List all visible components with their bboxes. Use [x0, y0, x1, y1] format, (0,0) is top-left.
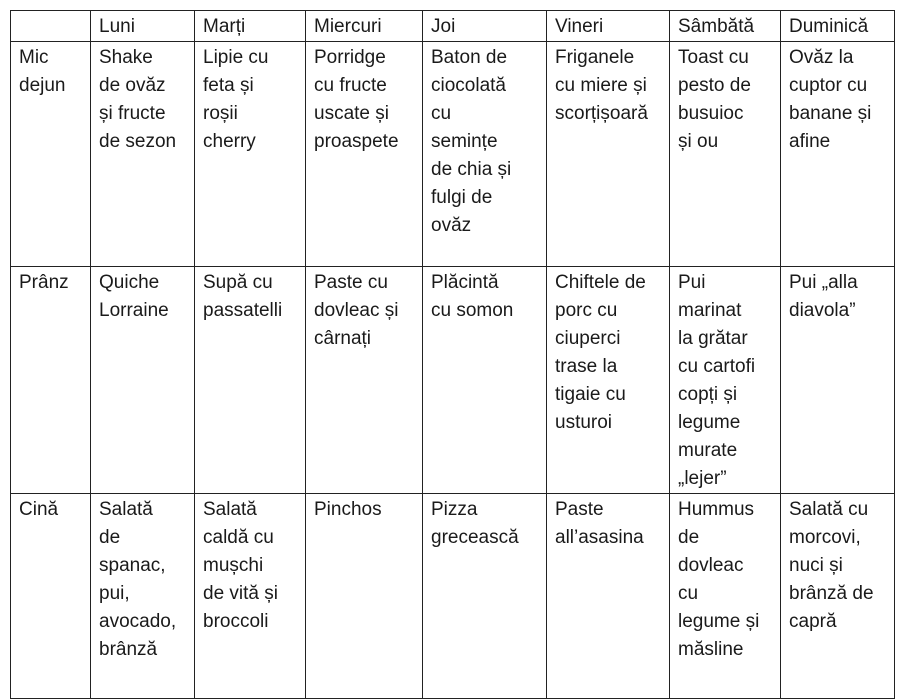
meal-cell: Lipie cu feta și roșii cherry [195, 42, 306, 267]
row-label-lunch: Prânz [11, 267, 91, 494]
day-header-sunday: Duminică [781, 11, 895, 42]
meal-cell: Baton de ciocolată cu semințe de chia și fulgi de ovăz [423, 42, 547, 267]
meal-cell: Pui „alla diavola” [781, 267, 895, 494]
meal-cell: Plăcintă cu somon [423, 267, 547, 494]
row-label-breakfast: Mic dejun [11, 42, 91, 267]
meal-cell: Quiche Lorraine [91, 267, 195, 494]
day-header-friday: Vineri [547, 11, 670, 42]
corner-cell [11, 11, 91, 42]
day-header-thursday: Joi [423, 11, 547, 42]
meal-cell: Pui marinat la grătar cu cartofi copți și legume murate „lejer” [670, 267, 781, 494]
weekly-meal-plan-table [10, 10, 895, 699]
meal-cell: Salată cu morcovi, nuci și brânză de capră [781, 494, 895, 699]
meal-cell: Friganele cu miere și scorțișoară [547, 42, 670, 267]
table-row-lunch [11, 267, 895, 494]
table-row-dinner [11, 494, 895, 699]
day-header-tuesday: Marți [195, 11, 306, 42]
meal-cell: Toast cu pesto de busuioc și ou [670, 42, 781, 267]
meal-cell: Paste cu dovleac și cârnați [306, 267, 423, 494]
day-header-monday: Luni [91, 11, 195, 42]
meal-cell: Ovăz la cuptor cu banane și afine [781, 42, 895, 267]
meal-cell: Salată caldă cu mușchi de vită și broccoli [195, 494, 306, 699]
meal-cell: Chiftele de porc cu ciuperci trase la tigaie cu usturoi [547, 267, 670, 494]
meal-cell: Paste all’asasina [547, 494, 670, 699]
meal-cell: Supă cu passatelli [195, 267, 306, 494]
row-label-dinner: Cină [11, 494, 91, 699]
table-row-breakfast [11, 42, 895, 267]
meal-cell: Salată de spanac, pui, avocado, brânză [91, 494, 195, 699]
day-header-wednesday: Miercuri [306, 11, 423, 42]
meal-cell: Shake de ovăz și fructe de sezon [91, 42, 195, 267]
meal-cell: Hummus de dovleac cu legume și măsline [670, 494, 781, 699]
meal-cell: Pinchos [306, 494, 423, 699]
meal-cell: Porridge cu fructe uscate și proaspete [306, 42, 423, 267]
day-header-saturday: Sâmbătă [670, 11, 781, 42]
meal-cell: Pizza grecească [423, 494, 547, 699]
header-row [11, 11, 895, 42]
